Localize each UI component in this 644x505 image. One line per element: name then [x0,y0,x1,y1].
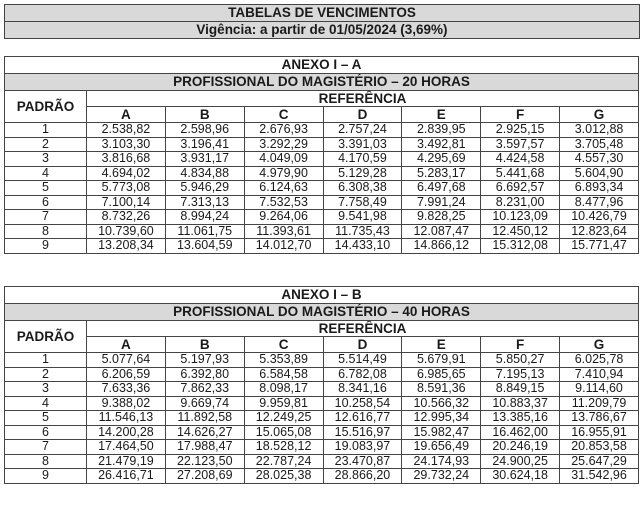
annex-subtitle-row [5,304,639,321]
padrao-cell: 8 [5,454,87,469]
column-header: G [560,337,639,353]
padrao-cell: 4 [5,396,87,411]
salary-cell: 11.546,13 [87,411,166,426]
salary-cell: 3.391,03 [323,137,402,152]
salary-cell: 4.170,59 [323,152,402,167]
table-row [5,353,639,368]
salary-cell: 13.786,67 [560,411,639,426]
padrao-header: PADRÃO [5,321,87,353]
salary-cell: 12.087,47 [402,224,481,239]
salary-cell: 4.295,69 [402,152,481,167]
salary-cell: 6.025,78 [560,353,639,368]
salary-cell: 4.557,30 [560,152,639,167]
salary-cell: 3.492,81 [402,137,481,152]
salary-cell: 6.782,08 [323,367,402,382]
salary-cell: 10.883,37 [481,396,560,411]
salary-cell: 4.049,09 [244,152,323,167]
column-header: E [402,337,481,353]
salary-cell: 3.931,17 [165,152,244,167]
salary-cell: 6.206,59 [87,367,166,382]
salary-cell: 3.103,30 [87,137,166,152]
salary-cell: 13.385,16 [481,411,560,426]
padrao-cell: 2 [5,137,87,152]
salary-cell: 5.773,08 [87,181,166,196]
padrao-cell: 6 [5,195,87,210]
annex-body [5,57,639,254]
salary-cell: 4.834,88 [165,166,244,181]
table-row [5,137,639,152]
salary-cell: 24.174,93 [402,454,481,469]
annex-table [4,56,639,254]
salary-cell: 14.012,70 [244,239,323,254]
salary-cell: 12.823,64 [560,224,639,239]
salary-cell: 5.353,89 [244,353,323,368]
table-row [5,382,639,397]
padrao-cell: 8 [5,224,87,239]
salary-cell: 8.098,17 [244,382,323,397]
salary-cell: 6.392,80 [165,367,244,382]
column-header: E [402,107,481,123]
padrao-cell: 9 [5,239,87,254]
salary-cell: 22.787,24 [244,454,323,469]
padrao-header: PADRÃO [5,91,87,123]
table-row [5,123,639,138]
annex-title: ANEXO I – B [5,287,639,304]
salary-cell: 29.732,24 [402,469,481,484]
column-header: F [481,337,560,353]
header-row [5,91,639,107]
table-row [5,181,639,196]
table-row [5,411,639,426]
salary-cell: 6.124,63 [244,181,323,196]
salary-cell: 7.195,13 [481,367,560,382]
padrao-cell: 5 [5,411,87,426]
annex-body [5,287,639,484]
salary-cell: 7.313,13 [165,195,244,210]
salary-cell: 14.866,12 [402,239,481,254]
column-header: C [244,337,323,353]
table-row [5,152,639,167]
padrao-cell: 5 [5,181,87,196]
annex-title-row [5,287,639,304]
column-header: A [87,337,166,353]
salary-cell: 15.982,47 [402,425,481,440]
table-row [5,210,639,225]
salary-cell: 10.426,79 [560,210,639,225]
salary-cell: 9.264,06 [244,210,323,225]
salary-cell: 5.077,64 [87,353,166,368]
salary-cell: 28.866,20 [323,469,402,484]
salary-cell: 11.892,58 [165,411,244,426]
salary-cell: 11.393,61 [244,224,323,239]
salary-cell: 10.258,54 [323,396,402,411]
salary-cell: 4.694,02 [87,166,166,181]
salary-cell: 5.441,68 [481,166,560,181]
salary-cell: 9.959,81 [244,396,323,411]
salary-cell: 16.462,00 [481,425,560,440]
salary-cell: 2.598,96 [165,123,244,138]
annex-title: ANEXO I – A [5,57,639,74]
salary-cell: 4.424,58 [481,152,560,167]
document-title: TABELAS DE VENCIMENTOS [228,5,416,20]
table-row [5,396,639,411]
salary-cell: 18.528,12 [244,440,323,455]
salary-cell: 6.893,34 [560,181,639,196]
column-header: D [323,107,402,123]
salary-cell: 19.083,97 [323,440,402,455]
salary-cell: 14.626,27 [165,425,244,440]
salary-cell: 12.249,25 [244,411,323,426]
salary-cell: 3.816,68 [87,152,166,167]
column-header: C [244,107,323,123]
salary-cell: 10.739,60 [87,224,166,239]
salary-cell: 6.692,57 [481,181,560,196]
table-row [5,195,639,210]
salary-cell: 9.541,98 [323,210,402,225]
salary-cell: 9.388,02 [87,396,166,411]
salary-cell: 12.616,77 [323,411,402,426]
salary-cell: 7.532,53 [244,195,323,210]
salary-cell: 2.839,95 [402,123,481,138]
salary-cell: 5.679,91 [402,353,481,368]
column-header: D [323,337,402,353]
salary-cell: 3.196,41 [165,137,244,152]
salary-cell: 15.771,47 [560,239,639,254]
padrao-cell: 9 [5,469,87,484]
salary-cell: 12.995,34 [402,411,481,426]
annex-table [4,286,639,484]
annex-subtitle: PROFISSIONAL DO MAGISTÉRIO – 40 HORAS [5,304,639,321]
column-header: A [87,107,166,123]
document-subtitle: Vigência: a partir de 01/05/2024 (3,69%) [5,21,639,38]
salary-cell: 8.477,96 [560,195,639,210]
salary-cell: 14.200,28 [87,425,166,440]
salary-cell: 25.647,29 [560,454,639,469]
salary-cell: 20.246,19 [481,440,560,455]
salary-cell: 15.312,08 [481,239,560,254]
salary-cell: 4.979,90 [244,166,323,181]
padrao-cell: 1 [5,353,87,368]
salary-cell: 15.065,08 [244,425,323,440]
salary-cell: 6.584,58 [244,367,323,382]
salary-cell: 16.955,91 [560,425,639,440]
table-row [5,367,639,382]
salary-cell: 8.849,15 [481,382,560,397]
salary-cell: 5.129,28 [323,166,402,181]
table-row [5,469,639,484]
salary-cell: 17.464,50 [87,440,166,455]
salary-cell: 6.308,38 [323,181,402,196]
referencia-header: REFERÊNCIA [87,91,639,107]
table-row [5,454,639,469]
padrao-cell: 3 [5,382,87,397]
salary-cell: 3.012,88 [560,123,639,138]
salary-cell: 5.197,93 [165,353,244,368]
document-header [4,4,640,39]
padrao-cell: 2 [5,367,87,382]
salary-cell: 20.853,58 [560,440,639,455]
salary-cell: 28.025,38 [244,469,323,484]
salary-cell: 7.758,49 [323,195,402,210]
salary-cell: 3.597,57 [481,137,560,152]
salary-cell: 30.624,18 [481,469,560,484]
salary-cell: 2.757,24 [323,123,402,138]
salary-cell: 11.061,75 [165,224,244,239]
column-header: G [560,107,639,123]
padrao-cell: 1 [5,123,87,138]
salary-cell: 7.862,33 [165,382,244,397]
salary-cell: 24.900,25 [481,454,560,469]
salary-cell: 3.705,48 [560,137,639,152]
salary-cell: 21.479,19 [87,454,166,469]
salary-cell: 10.123,09 [481,210,560,225]
padrao-cell: 6 [5,425,87,440]
column-header: B [165,337,244,353]
salary-cell: 15.516,97 [323,425,402,440]
header-row [5,321,639,337]
salary-cell: 7.991,24 [402,195,481,210]
salary-cell: 8.341,16 [323,382,402,397]
salary-cell: 6.985,65 [402,367,481,382]
table-row [5,239,639,254]
annex-subtitle-row [5,74,639,91]
salary-cell: 10.566,32 [402,396,481,411]
salary-cell: 5.946,29 [165,181,244,196]
salary-cell: 3.292,29 [244,137,323,152]
salary-cell: 12.450,12 [481,224,560,239]
salary-cell: 23.470,87 [323,454,402,469]
salary-cell: 17.988,47 [165,440,244,455]
salary-cell: 9.828,25 [402,210,481,225]
salary-cell: 13.208,34 [87,239,166,254]
table-row [5,166,639,181]
padrao-cell: 3 [5,152,87,167]
salary-cell: 6.497,68 [402,181,481,196]
annex-title-row [5,57,639,74]
padrao-cell: 4 [5,166,87,181]
table-row [5,425,639,440]
salary-cell: 31.542,96 [560,469,639,484]
salary-cell: 9.669,74 [165,396,244,411]
salary-cell: 26.416,71 [87,469,166,484]
padrao-cell: 7 [5,440,87,455]
salary-cell: 7.410,94 [560,367,639,382]
salary-cell: 5.850,27 [481,353,560,368]
padrao-cell: 7 [5,210,87,225]
salary-cell: 27.208,69 [165,469,244,484]
table-row [5,440,639,455]
salary-cell: 9.114,60 [560,382,639,397]
column-header-row [5,337,639,353]
salary-cell: 2.676,93 [244,123,323,138]
referencia-header: REFERÊNCIA [87,321,639,337]
salary-cell: 5.514,49 [323,353,402,368]
salary-cell: 14.433,10 [323,239,402,254]
annex-subtitle: PROFISSIONAL DO MAGISTÉRIO – 20 HORAS [5,74,639,91]
salary-cell: 8.231,00 [481,195,560,210]
salary-cell: 5.604,90 [560,166,639,181]
salary-cell: 11.735,43 [323,224,402,239]
salary-cell: 13.604,59 [165,239,244,254]
salary-cell: 7.100,14 [87,195,166,210]
column-header: F [481,107,560,123]
salary-cell: 22.123,50 [165,454,244,469]
salary-cell: 8.591,36 [402,382,481,397]
column-header: B [165,107,244,123]
salary-cell: 19.656,49 [402,440,481,455]
salary-cell: 7.633,36 [87,382,166,397]
column-header-row [5,107,639,123]
salary-cell: 2.538,82 [87,123,166,138]
salary-cell: 8.732,26 [87,210,166,225]
salary-cell: 11.209,79 [560,396,639,411]
table-row [5,224,639,239]
salary-cell: 5.283,17 [402,166,481,181]
salary-cell: 2.925,15 [481,123,560,138]
salary-cell: 8.994,24 [165,210,244,225]
